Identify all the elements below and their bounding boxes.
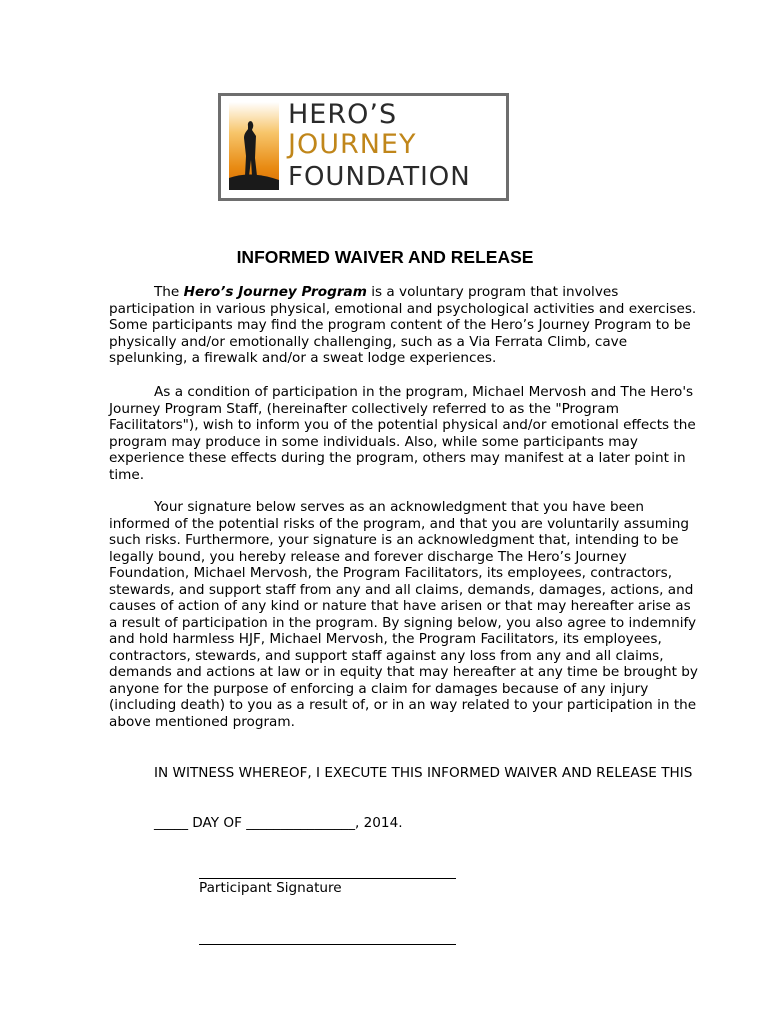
paragraph-conditions (109, 384, 701, 483)
signature-line[interactable] (199, 878, 456, 879)
program-name: Hero’s Journey Program (183, 284, 367, 300)
signature-label: Participant Signature (199, 880, 342, 896)
logo-text-line1: HERO’S (288, 99, 398, 130)
p3-text: Your signature below serves as an acknowledgment that you have been informed of the potential risks of the program, and that you are voluntarily assuming such risks. Furthermore, your signature is an acknowledgment that, intending to be legally bound, you hereby release and forever discharge The Hero’s Journey Foundation, Michael Mervosh, the Program Facilitators, its employees, contractors, stewards, and support staff from any and all claims, demands, damages, actions, and causes of action of any kind or nature that have arisen or that may hereafter arise as a result of participation in the program. By signing below, you also agree to indemnify and hold harmless HJF, Michael Mervosh, the Program Facilitators, its employees, contractors, stewards, and support staff against any loss from any and all claims, demands and actions at law or in equity that may hereafter at any time be brought by anyone for the purpose of enforcing a claim for damages because of any injury (including death) to you as a result of, or in an way related to your participation in the above mentioned program. (109, 499, 698, 730)
paragraph-program-description (109, 284, 701, 367)
witness-statement (109, 765, 701, 782)
p2-text: As a condition of participation in the program, Michael Mervosh and The Hero's Journey Program Staff, (hereinafter collectively referred to as the "Program Facilitators"), wish to inform you of the potential physical and/or emotional effects the program may produce in some individuals. Also, while some participants may experience these effects during the program, others may manifest at a later point in time. (109, 384, 696, 483)
date-line: _____ DAY OF ________________, 2014. (154, 815, 403, 831)
logo-text-line3: FOUNDATION (288, 162, 471, 192)
p1-pre: The (154, 284, 184, 300)
foundation-logo (218, 93, 509, 201)
witness-text: IN WITNESS WHEREOF, I EXECUTE THIS INFORMED WAIVER AND RELEASE THIS (154, 765, 693, 781)
paragraph-release (109, 499, 701, 730)
p1-text: is a voluntary program that involves participation in various physical, emotional and psychological activities and exercises. Some participants may find the program content of the Hero’s Journey Program to be physically and/or emotionally challenging, such as a Via Ferrata Climb, cave spelunking, a firewalk and/or a sweat lodge experiences. (109, 284, 697, 366)
logo-text-line2: JOURNEY (288, 129, 417, 160)
document-title: INFORMED WAIVER AND RELEASE (236, 247, 534, 267)
second-signature-line[interactable] (199, 944, 456, 945)
